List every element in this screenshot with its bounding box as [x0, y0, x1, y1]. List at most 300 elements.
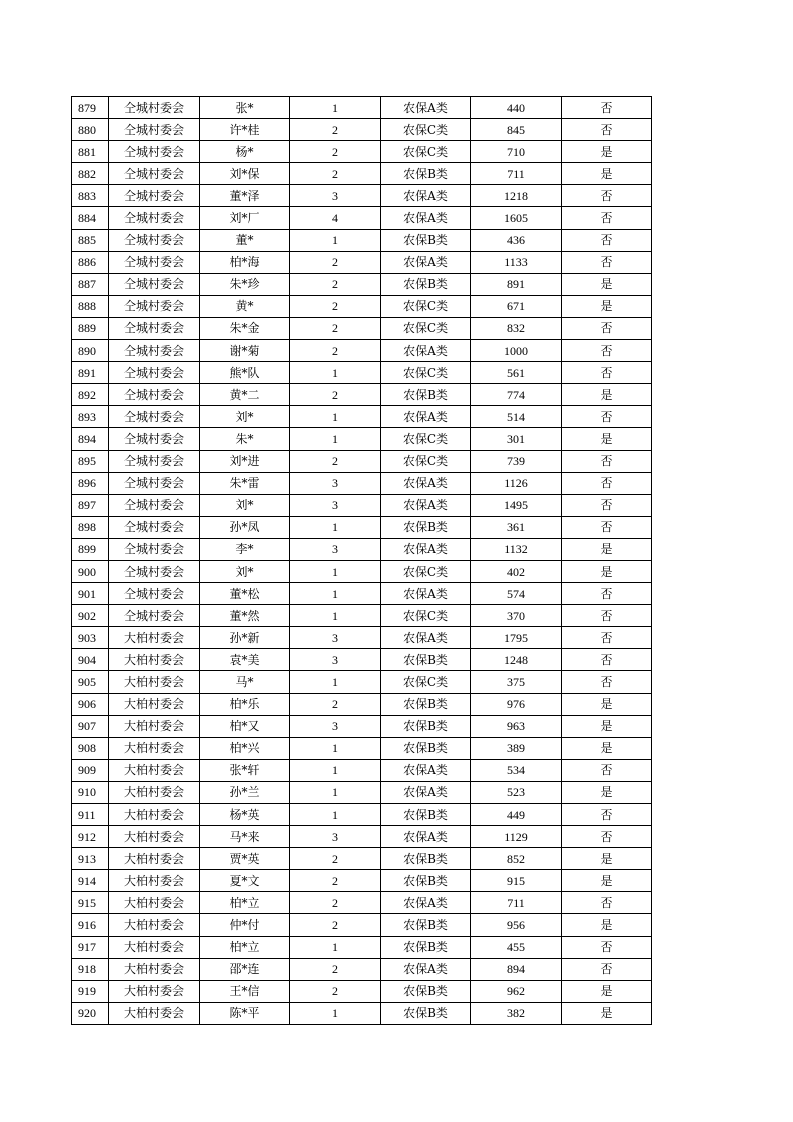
insurance-category-cell: 农保A类: [381, 538, 471, 560]
household-size-cell: 2: [290, 892, 381, 914]
village-committee-cell: 仝城村委会: [109, 97, 200, 119]
insurance-category-cell: 农保B类: [381, 163, 471, 185]
row-number-cell: 894: [72, 428, 109, 450]
village-committee-cell: 仝城村委会: [109, 406, 200, 428]
insurance-category-cell: 农保C类: [381, 317, 471, 339]
household-size-cell: 3: [290, 494, 381, 516]
flag-cell: 是: [562, 914, 652, 936]
row-number-cell: 892: [72, 384, 109, 406]
name-cell: 刘*: [200, 406, 290, 428]
amount-cell: 774: [471, 384, 562, 406]
flag-cell: 否: [562, 958, 652, 980]
table-row: [72, 97, 652, 119]
flag-cell: 否: [562, 605, 652, 627]
amount-cell: 915: [471, 870, 562, 892]
flag-cell: 否: [562, 759, 652, 781]
name-cell: 王*信: [200, 980, 290, 1002]
household-size-cell: 1: [290, 737, 381, 759]
row-number-cell: 911: [72, 804, 109, 826]
village-committee-cell: 大柏村委会: [109, 627, 200, 649]
name-cell: 刘*: [200, 560, 290, 582]
name-cell: 柏*立: [200, 892, 290, 914]
household-size-cell: 1: [290, 804, 381, 826]
row-number-cell: 916: [72, 914, 109, 936]
village-committee-cell: 大柏村委会: [109, 804, 200, 826]
insurance-category-cell: 农保A类: [381, 406, 471, 428]
household-size-cell: 2: [290, 141, 381, 163]
table-row: [72, 229, 652, 251]
row-number-cell: 906: [72, 693, 109, 715]
household-size-cell: 2: [290, 848, 381, 870]
household-size-cell: 2: [290, 119, 381, 141]
row-number-cell: 885: [72, 229, 109, 251]
table-row: [72, 362, 652, 384]
row-number-cell: 882: [72, 163, 109, 185]
table-row: [72, 605, 652, 627]
household-size-cell: 2: [290, 384, 381, 406]
row-number-cell: 899: [72, 538, 109, 560]
household-size-cell: 3: [290, 472, 381, 494]
row-number-cell: 886: [72, 251, 109, 273]
flag-cell: 是: [562, 737, 652, 759]
row-number-cell: 917: [72, 936, 109, 958]
row-number-cell: 908: [72, 737, 109, 759]
insurance-category-cell: 农保A类: [381, 958, 471, 980]
table-row: [72, 759, 652, 781]
flag-cell: 否: [562, 516, 652, 538]
insurance-category-cell: 农保A类: [381, 583, 471, 605]
insurance-category-cell: 农保B类: [381, 384, 471, 406]
table-row: [72, 914, 652, 936]
table-row: [72, 207, 652, 229]
row-number-cell: 895: [72, 450, 109, 472]
row-number-cell: 912: [72, 826, 109, 848]
insurance-category-cell: 农保B类: [381, 737, 471, 759]
name-cell: 孙*兰: [200, 781, 290, 803]
amount-cell: 1126: [471, 472, 562, 494]
row-number-cell: 881: [72, 141, 109, 163]
amount-cell: 449: [471, 804, 562, 826]
village-committee-cell: 大柏村委会: [109, 914, 200, 936]
row-number-cell: 913: [72, 848, 109, 870]
row-number-cell: 893: [72, 406, 109, 428]
row-number-cell: 910: [72, 781, 109, 803]
table-row: [72, 163, 652, 185]
household-size-cell: 3: [290, 538, 381, 560]
amount-cell: 389: [471, 737, 562, 759]
amount-cell: 523: [471, 781, 562, 803]
village-committee-cell: 大柏村委会: [109, 781, 200, 803]
table-row: [72, 141, 652, 163]
amount-cell: 1795: [471, 627, 562, 649]
village-committee-cell: 仝城村委会: [109, 295, 200, 317]
insurance-category-cell: 农保A类: [381, 627, 471, 649]
row-number-cell: 919: [72, 980, 109, 1002]
household-size-cell: 2: [290, 317, 381, 339]
amount-cell: 710: [471, 141, 562, 163]
household-size-cell: 1: [290, 605, 381, 627]
household-size-cell: 2: [290, 870, 381, 892]
insurance-category-cell: 农保C类: [381, 560, 471, 582]
row-number-cell: 909: [72, 759, 109, 781]
insurance-category-cell: 农保C类: [381, 362, 471, 384]
name-cell: 仲*付: [200, 914, 290, 936]
flag-cell: 否: [562, 119, 652, 141]
table-row: [72, 892, 652, 914]
amount-cell: 894: [471, 958, 562, 980]
name-cell: 柏*又: [200, 715, 290, 737]
table-row: [72, 848, 652, 870]
flag-cell: 否: [562, 804, 652, 826]
table-row: [72, 737, 652, 759]
table-row: [72, 251, 652, 273]
table-row: [72, 472, 652, 494]
row-number-cell: 920: [72, 1002, 109, 1024]
row-number-cell: 896: [72, 472, 109, 494]
amount-cell: 711: [471, 892, 562, 914]
household-size-cell: 2: [290, 450, 381, 472]
flag-cell: 否: [562, 406, 652, 428]
flag-cell: 否: [562, 494, 652, 516]
village-committee-cell: 仝城村委会: [109, 317, 200, 339]
amount-cell: 1495: [471, 494, 562, 516]
village-committee-cell: 大柏村委会: [109, 737, 200, 759]
insurance-category-cell: 农保C类: [381, 605, 471, 627]
village-committee-cell: 仝城村委会: [109, 583, 200, 605]
row-number-cell: 883: [72, 185, 109, 207]
insurance-category-cell: 农保B类: [381, 693, 471, 715]
village-committee-cell: 仝城村委会: [109, 538, 200, 560]
household-size-cell: 1: [290, 406, 381, 428]
village-committee-cell: 仝城村委会: [109, 163, 200, 185]
amount-cell: 1000: [471, 340, 562, 362]
insurance-category-cell: 农保B类: [381, 229, 471, 251]
amount-cell: 455: [471, 936, 562, 958]
row-number-cell: 887: [72, 273, 109, 295]
village-committee-cell: 大柏村委会: [109, 759, 200, 781]
flag-cell: 是: [562, 693, 652, 715]
row-number-cell: 897: [72, 494, 109, 516]
insurance-category-cell: 农保B类: [381, 273, 471, 295]
household-size-cell: 2: [290, 273, 381, 295]
table-row: [72, 781, 652, 803]
table-row: [72, 428, 652, 450]
name-cell: 董*然: [200, 605, 290, 627]
insurance-category-cell: 农保B类: [381, 804, 471, 826]
village-committee-cell: 仝城村委会: [109, 251, 200, 273]
amount-cell: 436: [471, 229, 562, 251]
village-committee-cell: 大柏村委会: [109, 936, 200, 958]
name-cell: 夏*文: [200, 870, 290, 892]
insurance-category-cell: 农保B类: [381, 649, 471, 671]
village-committee-cell: 大柏村委会: [109, 1002, 200, 1024]
insurance-category-cell: 农保C类: [381, 119, 471, 141]
name-cell: 许*桂: [200, 119, 290, 141]
household-size-cell: 1: [290, 671, 381, 693]
household-size-cell: 1: [290, 362, 381, 384]
insurance-category-cell: 农保B类: [381, 715, 471, 737]
row-number-cell: 880: [72, 119, 109, 141]
row-number-cell: 901: [72, 583, 109, 605]
amount-cell: 976: [471, 693, 562, 715]
table-row: [72, 693, 652, 715]
flag-cell: 是: [562, 1002, 652, 1024]
name-cell: 董*: [200, 229, 290, 251]
name-cell: 邵*连: [200, 958, 290, 980]
name-cell: 杨*: [200, 141, 290, 163]
flag-cell: 否: [562, 649, 652, 671]
flag-cell: 否: [562, 97, 652, 119]
insurance-category-cell: 农保A类: [381, 251, 471, 273]
row-number-cell: 890: [72, 340, 109, 362]
table-row: [72, 870, 652, 892]
household-size-cell: 2: [290, 914, 381, 936]
row-number-cell: 915: [72, 892, 109, 914]
name-cell: 刘*厂: [200, 207, 290, 229]
amount-cell: 963: [471, 715, 562, 737]
row-number-cell: 879: [72, 97, 109, 119]
row-number-cell: 900: [72, 560, 109, 582]
table-row: [72, 340, 652, 362]
row-number-cell: 889: [72, 317, 109, 339]
insurance-category-cell: 农保C类: [381, 428, 471, 450]
household-size-cell: 1: [290, 1002, 381, 1024]
flag-cell: 否: [562, 583, 652, 605]
amount-cell: 534: [471, 759, 562, 781]
table-row: [72, 958, 652, 980]
name-cell: 刘*: [200, 494, 290, 516]
village-committee-cell: 大柏村委会: [109, 848, 200, 870]
name-cell: 朱*: [200, 428, 290, 450]
name-cell: 朱*珍: [200, 273, 290, 295]
table-row: [72, 119, 652, 141]
name-cell: 袁*美: [200, 649, 290, 671]
insurance-category-cell: 农保B类: [381, 848, 471, 870]
name-cell: 熊*队: [200, 362, 290, 384]
village-committee-cell: 仝城村委会: [109, 273, 200, 295]
household-size-cell: 3: [290, 649, 381, 671]
flag-cell: 否: [562, 229, 652, 251]
amount-cell: 1133: [471, 251, 562, 273]
amount-cell: 370: [471, 605, 562, 627]
table-row: [72, 560, 652, 582]
name-cell: 朱*金: [200, 317, 290, 339]
village-committee-cell: 大柏村委会: [109, 870, 200, 892]
table-row: [72, 494, 652, 516]
flag-cell: 是: [562, 980, 652, 1002]
flag-cell: 是: [562, 273, 652, 295]
table-row: [72, 804, 652, 826]
flag-cell: 否: [562, 251, 652, 273]
name-cell: 贾*英: [200, 848, 290, 870]
flag-cell: 是: [562, 870, 652, 892]
table-row: [72, 826, 652, 848]
household-size-cell: 2: [290, 958, 381, 980]
amount-cell: 561: [471, 362, 562, 384]
household-size-cell: 1: [290, 516, 381, 538]
name-cell: 柏*立: [200, 936, 290, 958]
insurance-category-cell: 农保A类: [381, 340, 471, 362]
household-size-cell: 1: [290, 759, 381, 781]
insurance-category-cell: 农保C类: [381, 671, 471, 693]
household-size-cell: 3: [290, 826, 381, 848]
village-committee-cell: 仝城村委会: [109, 207, 200, 229]
name-cell: 杨*英: [200, 804, 290, 826]
village-committee-cell: 仝城村委会: [109, 472, 200, 494]
insurance-category-cell: 农保A类: [381, 97, 471, 119]
village-committee-cell: 仝城村委会: [109, 340, 200, 362]
flag-cell: 否: [562, 671, 652, 693]
amount-cell: 962: [471, 980, 562, 1002]
village-committee-cell: 仝城村委会: [109, 516, 200, 538]
village-committee-cell: 大柏村委会: [109, 693, 200, 715]
insurance-category-cell: 农保B类: [381, 980, 471, 1002]
flag-cell: 否: [562, 472, 652, 494]
village-committee-cell: 大柏村委会: [109, 826, 200, 848]
table-row: [72, 671, 652, 693]
name-cell: 张*轩: [200, 759, 290, 781]
village-committee-cell: 大柏村委会: [109, 958, 200, 980]
household-size-cell: 1: [290, 936, 381, 958]
amount-cell: 1218: [471, 185, 562, 207]
name-cell: 柏*兴: [200, 737, 290, 759]
village-committee-cell: 仝城村委会: [109, 428, 200, 450]
amount-cell: 574: [471, 583, 562, 605]
insurance-category-cell: 农保A类: [381, 759, 471, 781]
insurance-category-cell: 农保B类: [381, 870, 471, 892]
name-cell: 黄*二: [200, 384, 290, 406]
household-size-cell: 1: [290, 428, 381, 450]
insurance-category-cell: 农保A类: [381, 781, 471, 803]
amount-cell: 739: [471, 450, 562, 472]
village-committee-cell: 仝城村委会: [109, 141, 200, 163]
insurance-category-cell: 农保A类: [381, 472, 471, 494]
table-row: [72, 273, 652, 295]
insurance-category-cell: 农保A类: [381, 892, 471, 914]
insurance-category-cell: 农保B类: [381, 936, 471, 958]
flag-cell: 否: [562, 826, 652, 848]
household-size-cell: 1: [290, 781, 381, 803]
table-row: [72, 450, 652, 472]
flag-cell: 否: [562, 892, 652, 914]
records-table-body: [72, 97, 652, 1025]
amount-cell: 1129: [471, 826, 562, 848]
amount-cell: 301: [471, 428, 562, 450]
village-committee-cell: 仝城村委会: [109, 384, 200, 406]
records-table: [71, 96, 652, 1025]
table-row: [72, 538, 652, 560]
insurance-category-cell: 农保A类: [381, 494, 471, 516]
name-cell: 董*泽: [200, 185, 290, 207]
household-size-cell: 1: [290, 229, 381, 251]
flag-cell: 是: [562, 295, 652, 317]
row-number-cell: 904: [72, 649, 109, 671]
table-row: [72, 516, 652, 538]
amount-cell: 852: [471, 848, 562, 870]
table-row: [72, 384, 652, 406]
insurance-category-cell: 农保B类: [381, 516, 471, 538]
amount-cell: 832: [471, 317, 562, 339]
flag-cell: 是: [562, 141, 652, 163]
flag-cell: 是: [562, 384, 652, 406]
amount-cell: 382: [471, 1002, 562, 1024]
flag-cell: 否: [562, 627, 652, 649]
table-row: [72, 649, 652, 671]
insurance-category-cell: 农保C类: [381, 141, 471, 163]
insurance-category-cell: 农保B类: [381, 1002, 471, 1024]
flag-cell: 是: [562, 163, 652, 185]
household-size-cell: 1: [290, 97, 381, 119]
row-number-cell: 891: [72, 362, 109, 384]
name-cell: 马*: [200, 671, 290, 693]
amount-cell: 1248: [471, 649, 562, 671]
village-committee-cell: 仝城村委会: [109, 229, 200, 251]
table-row: [72, 715, 652, 737]
household-size-cell: 2: [290, 295, 381, 317]
household-size-cell: 1: [290, 583, 381, 605]
name-cell: 黄*: [200, 295, 290, 317]
village-committee-cell: 仝城村委会: [109, 119, 200, 141]
table-row: [72, 185, 652, 207]
household-size-cell: 3: [290, 185, 381, 207]
amount-cell: 1132: [471, 538, 562, 560]
insurance-category-cell: 农保A类: [381, 826, 471, 848]
row-number-cell: 888: [72, 295, 109, 317]
village-committee-cell: 大柏村委会: [109, 980, 200, 1002]
name-cell: 朱*雷: [200, 472, 290, 494]
flag-cell: 否: [562, 450, 652, 472]
village-committee-cell: 大柏村委会: [109, 715, 200, 737]
amount-cell: 375: [471, 671, 562, 693]
village-committee-cell: 仝城村委会: [109, 494, 200, 516]
village-committee-cell: 仝城村委会: [109, 605, 200, 627]
household-size-cell: 1: [290, 560, 381, 582]
name-cell: 陈*平: [200, 1002, 290, 1024]
table-row: [72, 936, 652, 958]
insurance-category-cell: 农保C类: [381, 450, 471, 472]
household-size-cell: 2: [290, 163, 381, 185]
amount-cell: 361: [471, 516, 562, 538]
amount-cell: 711: [471, 163, 562, 185]
name-cell: 柏*海: [200, 251, 290, 273]
table-row: [72, 583, 652, 605]
table-row: [72, 980, 652, 1002]
name-cell: 谢*菊: [200, 340, 290, 362]
name-cell: 刘*进: [200, 450, 290, 472]
table-row: [72, 295, 652, 317]
amount-cell: 1605: [471, 207, 562, 229]
insurance-category-cell: 农保A类: [381, 185, 471, 207]
row-number-cell: 907: [72, 715, 109, 737]
flag-cell: 是: [562, 715, 652, 737]
name-cell: 马*来: [200, 826, 290, 848]
table-row: [72, 1002, 652, 1024]
name-cell: 孙*新: [200, 627, 290, 649]
amount-cell: 402: [471, 560, 562, 582]
amount-cell: 845: [471, 119, 562, 141]
flag-cell: 是: [562, 538, 652, 560]
flag-cell: 否: [562, 317, 652, 339]
amount-cell: 891: [471, 273, 562, 295]
household-size-cell: 3: [290, 715, 381, 737]
household-size-cell: 2: [290, 340, 381, 362]
village-committee-cell: 仝城村委会: [109, 362, 200, 384]
name-cell: 李*: [200, 538, 290, 560]
flag-cell: 是: [562, 560, 652, 582]
flag-cell: 否: [562, 185, 652, 207]
flag-cell: 否: [562, 340, 652, 362]
row-number-cell: 903: [72, 627, 109, 649]
